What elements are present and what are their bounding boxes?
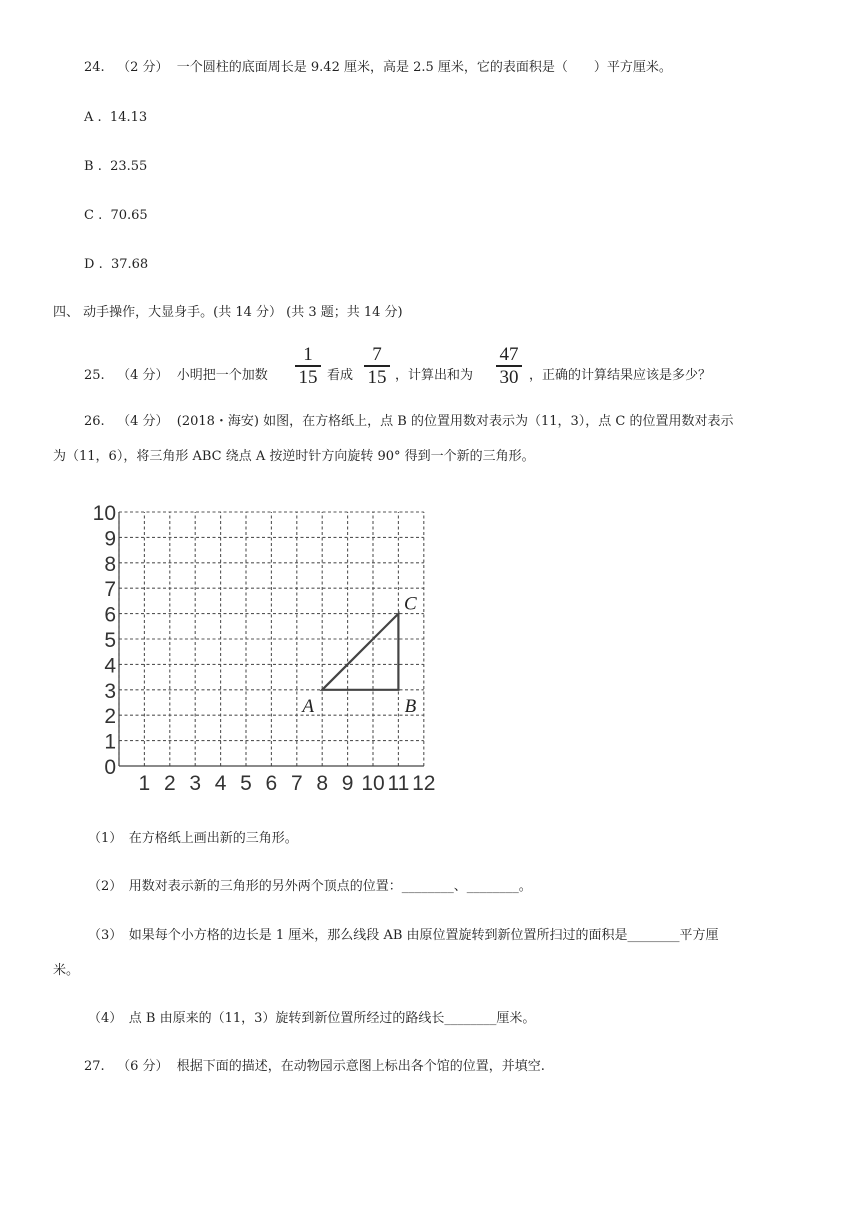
y-tick-label: 6 [104,603,116,627]
q26-sub-4: （4） 点 B 由原来的（11，3）旋转到新位置所经过的路线长________厘米。 [88,1011,536,1026]
option-letter: C [84,208,94,223]
q25-text-4: ，正确的计算结果应该是多少？ [529,368,712,383]
fraction-denominator: 15 [367,366,387,388]
x-tick-label: 8 [316,772,329,795]
x-tick-labels [139,772,436,795]
point-labels [300,594,417,717]
point-label-b: B [404,695,417,717]
fraction-numerator: 47 [499,344,519,365]
fraction-numerator: 7 [372,344,382,365]
y-tick-label: 3 [104,679,116,703]
fraction-denominator: 30 [499,366,519,388]
x-tick-label: 5 [240,772,252,795]
option-value: 70.65 [110,208,148,223]
q25-text-1: 小明把一个加数 [176,368,268,383]
x-tick-label: 7 [290,772,303,795]
q26-sub-3: （3） 如果每个小方格的边长是 1 厘米，那么线段 AB 由原位置旋转到新位置所扫过的面积是________平方厘 [88,928,719,943]
q24-text: 一个圆柱的底面周长是 9.42 厘米，高是 2.5 厘米，它的表面积是（ ）平方厘米。 [176,60,672,75]
y-tick-label: 4 [104,654,116,678]
y-tick-label: 7 [104,578,116,602]
option-value: 37.68 [110,257,149,272]
y-tick-label: 5 [104,629,116,652]
q26-stem [84,412,733,432]
option-value: 23.55 [110,159,148,174]
fraction-denominator: 15 [298,366,318,388]
q26-sub-1: （1） 在方格纸上画出新的三角形。 [88,831,298,846]
option-letter: B [84,159,94,174]
q27-score: （6 分） [117,1059,169,1074]
q25-number: 25. [84,368,105,383]
q24-option-d[interactable]: D . 37.68 [84,257,149,272]
q26-sub-2: （2） 用数对表示新的三角形的另外两个顶点的位置：________、________。 [88,879,532,894]
q26-number: 26. [84,414,105,429]
q24-number: 24. [84,60,105,75]
y-tick-label: 1 [104,730,116,754]
x-tick-label: 4 [214,772,227,795]
grid-lines [119,512,424,766]
option-letter: D [84,257,95,272]
x-tick-label: 6 [265,772,278,795]
x-tick-label: 3 [189,772,202,795]
q26-sub-3-cont: 米。 [53,963,80,978]
x-tick-label: 11 [387,772,410,795]
x-tick-label: 2 [163,772,176,795]
q24-option-c[interactable]: C . 70.65 [84,208,148,223]
x-tick-label: 10 [361,772,385,795]
point-label-c: C [404,593,417,615]
q26-score: （4 分） [117,414,169,429]
x-tick-label: 9 [341,772,354,795]
coordinate-grid-figure [84,500,444,795]
y-tick-label: 8 [104,552,116,576]
y-tick-label: 10 [92,502,116,525]
fraction-47-30 [495,345,523,387]
y-tick-label: 9 [104,527,116,551]
q27-stem [84,1057,545,1077]
y-tick-label: 2 [104,705,116,729]
triangle-abc [322,614,398,690]
fraction-1-15 [294,345,322,387]
q25-text-3: ，计算出和为 [395,368,474,383]
q25-text-2: 看成 [327,368,354,383]
x-tick-label: 12 [412,772,436,795]
q27-number: 27. [84,1059,105,1074]
fraction-7-15 [363,345,391,387]
section-heading: 四、 动手操作，大显身手。(共 14 分） (共 3 题；共 14 分) [53,305,403,320]
q24-option-b[interactable]: B . 23.55 [84,159,148,174]
q24-option-a[interactable]: A . 14.13 [84,110,148,125]
triangle-outline [322,614,398,690]
q24-score: （2 分） [117,60,169,75]
point-label-a: A [302,695,315,717]
y-tick-labels [93,502,117,779]
q26-text-line-2: 为（11，6），将三角形 ABC 绕点 A 按逆时针方向旋转 90° 得到一个新的三角形。 [53,449,535,464]
option-letter: A [84,110,94,125]
y-tick-label: 0 [104,756,116,779]
q25-stem [84,366,268,386]
option-value: 14.13 [109,110,148,125]
fraction-numerator: 1 [303,344,313,365]
q25-score: （4 分） [117,368,169,383]
x-tick-label: 1 [138,772,151,795]
q24-stem [84,58,672,78]
q26-text-line-1: (2018・海安) 如图，在方格纸上，点 B 的位置用数对表示为（11，3），点 C 的位置用数对表示 [176,414,734,429]
q27-text: 根据下面的描述，在动物园示意图上标出各个馆的位置，并填空. [176,1059,545,1074]
